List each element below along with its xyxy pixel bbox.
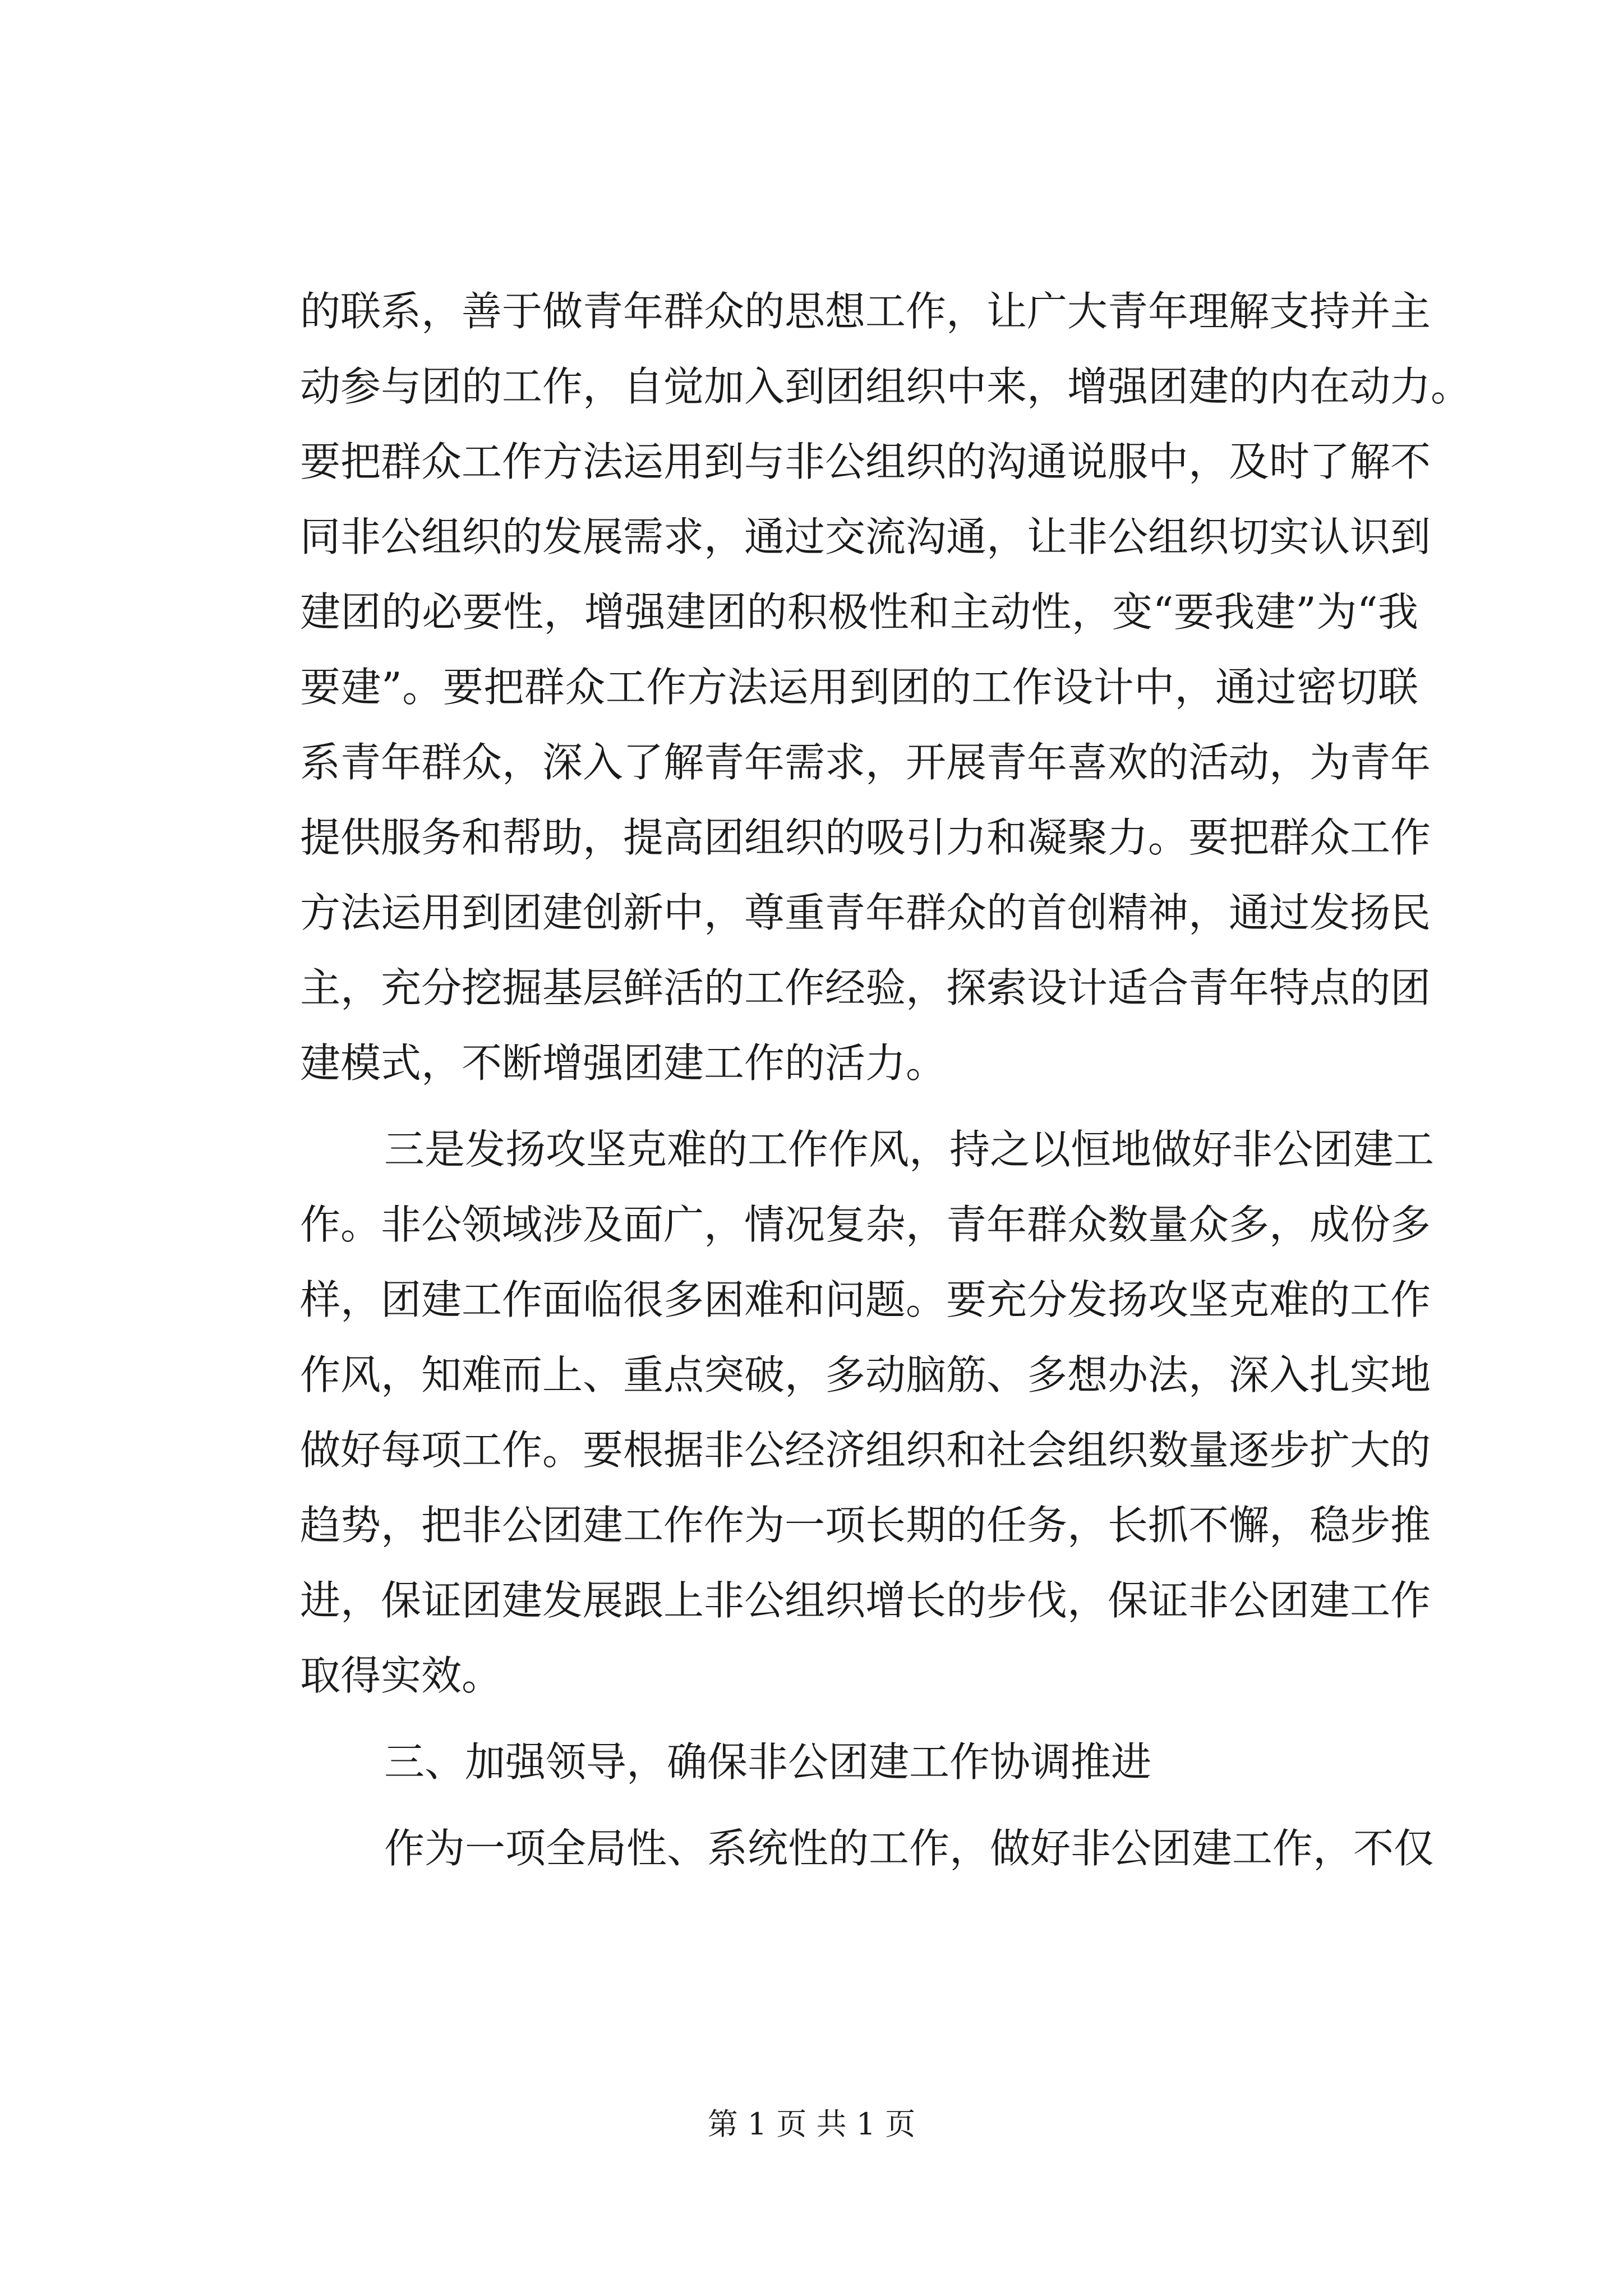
paragraph-line: 主，充分挖掘基层鲜活的工作经验，探索设计适合青年特点的团 xyxy=(300,964,1431,1011)
paragraph-line: 方法运用到团建创新中，尊重青年群众的首创精神，通过发扬民 xyxy=(300,889,1431,936)
paragraph-line: 作风，知难而上、重点突破，多动脑筋、多想办法，深入扎实地 xyxy=(300,1351,1431,1398)
section-heading: 三、加强领导，确保非公团建工作协调推进 xyxy=(384,1738,1152,1786)
paragraph-spacer xyxy=(300,1800,1418,1811)
paragraph-line: 同非公组织的发展需求，通过交流沟通，让非公组织切实认识到 xyxy=(300,513,1431,560)
paragraph-line: 建团的必要性，增强建团的积极性和主动性，变“要我建”为“我 xyxy=(300,588,1418,636)
paragraph-line: 样，团建工作面临很多困难和问题。要充分发扬攻坚克难的工作 xyxy=(300,1276,1431,1323)
paragraph-line: 进，保证团建发展跟上非公组织增长的步伐，保证非公团建工作 xyxy=(300,1577,1431,1624)
paragraph-line: 要建”。要把群众工作方法运用到团的工作设计中，通过密切联 xyxy=(300,664,1418,711)
paragraph-line: 取得实效。 xyxy=(300,1652,502,1699)
paragraph-spacer xyxy=(300,1101,1418,1112)
paragraph-line: 趋势，把非公团建工作作为一项长期的任务，长抓不懈，稳步推 xyxy=(300,1502,1431,1549)
paragraph-line: 的联系，善于做青年群众的思想工作，让广大青年理解支持并主 xyxy=(300,288,1431,335)
paragraph-3 xyxy=(300,1811,1435,1886)
paragraph-spacer xyxy=(300,1713,1418,1724)
paragraph-line: 作为一项全局性、系统性的工作，做好非公团建工作，不仅 xyxy=(384,1825,1435,1872)
page-footer: 第 1 页 共 1 页 xyxy=(707,2106,916,2142)
paragraph-line: 动参与团的工作，自觉加入到团组织中来，增强团建的内在动力。 xyxy=(300,363,1472,410)
paragraph-line: 三是发扬攻坚克难的工作作风，持之以恒地做好非公团建工 xyxy=(384,1126,1435,1173)
paragraph-1 xyxy=(300,274,1472,1101)
paragraph-line: 系青年群众，深入了解青年需求，开展青年喜欢的活动，为青年 xyxy=(300,739,1431,786)
paragraph-line: 提供服务和帮助，提高团组织的吸引力和凝聚力。要把群众工作 xyxy=(300,814,1431,861)
paragraph-line: 要把群众工作方法运用到与非公组织的沟通说服中，及时了解不 xyxy=(300,438,1431,485)
paragraph-line: 做好每项工作。要根据非公经济组织和社会组织数量逐步扩大的 xyxy=(300,1427,1431,1474)
paragraph-line: 建模式，不断增强团建工作的活力。 xyxy=(300,1039,947,1087)
paragraph-line: 作。非公领域涉及面广，情况复杂，青年群众数量众多，成份多 xyxy=(300,1201,1431,1248)
paragraph-2 xyxy=(300,1112,1435,1713)
document-body xyxy=(300,274,1472,1886)
